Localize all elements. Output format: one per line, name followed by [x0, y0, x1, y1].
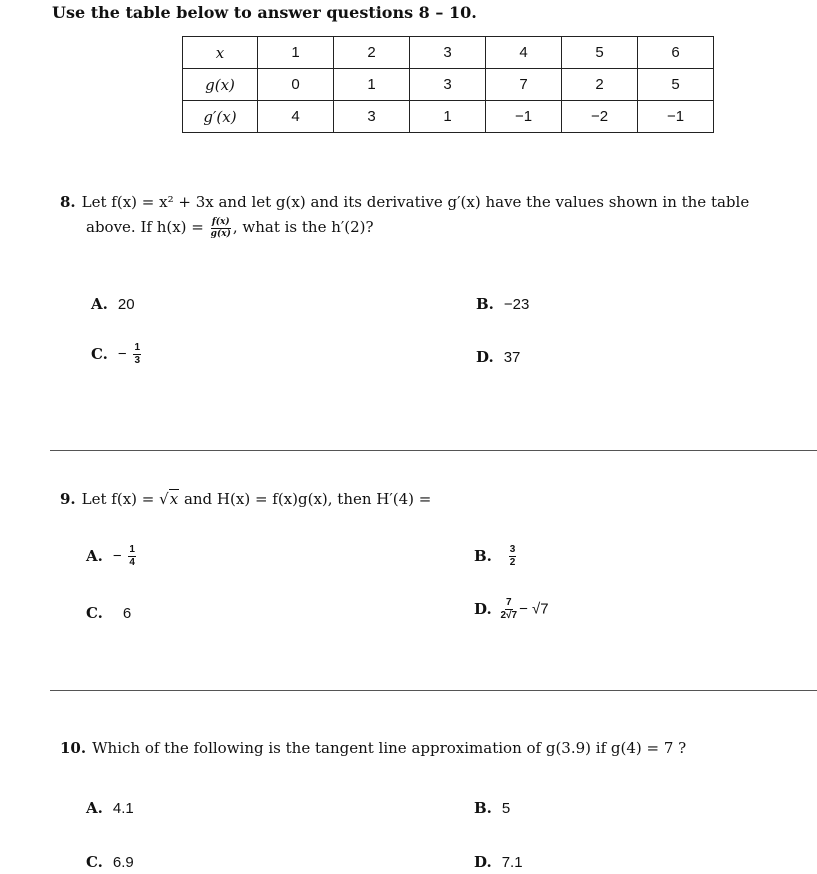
choice-letter: B.	[474, 799, 492, 817]
table-row	[183, 69, 714, 101]
table-cell: 2	[562, 69, 638, 101]
q10-text: Which of the following is the tangent line approximation of g(3.9) if g(4) = 7 ?	[92, 739, 687, 757]
sqrt-arg: x	[169, 490, 179, 508]
choice-letter: A.	[91, 295, 108, 313]
q8-fraction	[211, 218, 231, 239]
choice-sign: −	[112, 547, 122, 565]
q9-text-part1: Let f(x) =	[81, 490, 155, 508]
choice-letter: C.	[86, 604, 103, 622]
table-cell: 6	[638, 37, 714, 69]
choice-value: 7.1	[501, 854, 523, 871]
choice-letter: D.	[474, 853, 492, 871]
choice-fraction	[500, 598, 517, 621]
q8-text-line1: Let f(x) = x² + 3x and let g(x) and its derivative g′(x) have the values shown in the table	[81, 193, 750, 211]
q8-line2	[86, 214, 374, 240]
choice-fraction	[128, 545, 136, 568]
table-cell: −2	[562, 101, 638, 133]
q9-line	[60, 486, 431, 512]
choice-sign: −	[117, 345, 127, 363]
frac-num: 1	[129, 544, 135, 555]
q9-text-part2: and H(x) = f(x)g(x), then H′(4) =	[183, 490, 432, 508]
choice-letter: B.	[474, 546, 492, 565]
q10-choice-b[interactable]	[474, 799, 510, 817]
q9-choice-a[interactable]	[86, 545, 138, 568]
table-row	[183, 37, 714, 69]
table-cell: 4	[258, 101, 334, 133]
choice-value: 6	[122, 605, 132, 622]
table-cell: −1	[638, 101, 714, 133]
choice-fraction	[509, 545, 517, 568]
q8-text-line2-pre: above. If h(x) =	[86, 218, 204, 236]
choice-letter: A.	[86, 799, 103, 817]
q10-number: 10.	[60, 739, 87, 757]
q8-choice-c[interactable]	[91, 343, 143, 366]
q10-choice-d[interactable]	[474, 853, 523, 871]
frac-num: 3	[509, 544, 516, 555]
section-header: Use the table below to answer questions 8 – 10.	[52, 3, 477, 22]
q8-frac-num: f(x)	[211, 216, 230, 227]
q8-choice-d[interactable]	[476, 348, 520, 366]
choice-letter: C.	[91, 344, 108, 363]
q9-choice-d[interactable]	[474, 598, 549, 621]
q8-frac-den: g(x)	[210, 228, 231, 239]
q10-line	[60, 735, 686, 761]
table-cell: 3	[410, 69, 486, 101]
divider	[50, 450, 817, 451]
table-cell: −1	[486, 101, 562, 133]
choice-fraction	[133, 343, 141, 366]
row-label: g′(x)	[183, 101, 258, 133]
table-cell: 1	[258, 37, 334, 69]
choice-value: −23	[503, 296, 530, 313]
frac-den: 2	[509, 557, 516, 568]
q8-text-line2-post: , what is the h′(2)?	[232, 218, 374, 236]
table-cell: 3	[334, 101, 410, 133]
q9-number: 9.	[60, 490, 76, 508]
table-cell: 1	[334, 69, 410, 101]
table-cell: 7	[486, 69, 562, 101]
frac-den: 3	[134, 355, 141, 366]
sqrt-expression	[159, 486, 179, 512]
frac-den: 2√7	[500, 610, 518, 621]
table-cell: 5	[638, 69, 714, 101]
q8-choice-a[interactable]	[91, 295, 135, 313]
q8-number: 8.	[60, 193, 76, 211]
choice-letter: C.	[86, 853, 103, 871]
table-cell: 5	[562, 37, 638, 69]
frac-num: 7	[506, 597, 512, 608]
q10-choice-a[interactable]	[86, 799, 134, 817]
table-cell: 3	[410, 37, 486, 69]
q9-choice-b[interactable]	[474, 545, 518, 568]
table-cell: 2	[334, 37, 410, 69]
choice-letter: B.	[476, 295, 494, 313]
frac-den: 4	[129, 557, 135, 568]
choice-letter: A.	[86, 546, 103, 565]
q8-choice-b[interactable]	[476, 295, 529, 313]
choice-letter: D.	[474, 599, 492, 618]
table-cell: 1	[410, 101, 486, 133]
values-table	[182, 36, 714, 133]
table-cell: 0	[258, 69, 334, 101]
q8-line1	[60, 189, 749, 215]
frac-num: 1	[134, 342, 141, 353]
row-label: g(x)	[183, 69, 258, 101]
choice-value: 5	[501, 800, 511, 817]
choice-value: 20	[117, 296, 135, 313]
choice-value: 4.1	[112, 800, 134, 817]
choice-value: 6.9	[112, 854, 134, 871]
table-cell: 4	[486, 37, 562, 69]
choice-letter: D.	[476, 348, 494, 366]
table-row	[183, 101, 714, 133]
sqrt-sign: √	[159, 490, 169, 508]
choice-value: 37	[503, 349, 521, 366]
divider	[50, 690, 817, 691]
row-label: x	[183, 37, 258, 69]
q9-choice-c[interactable]	[86, 604, 131, 622]
choice-value: − √7	[519, 600, 549, 618]
q10-choice-c[interactable]	[86, 853, 134, 871]
